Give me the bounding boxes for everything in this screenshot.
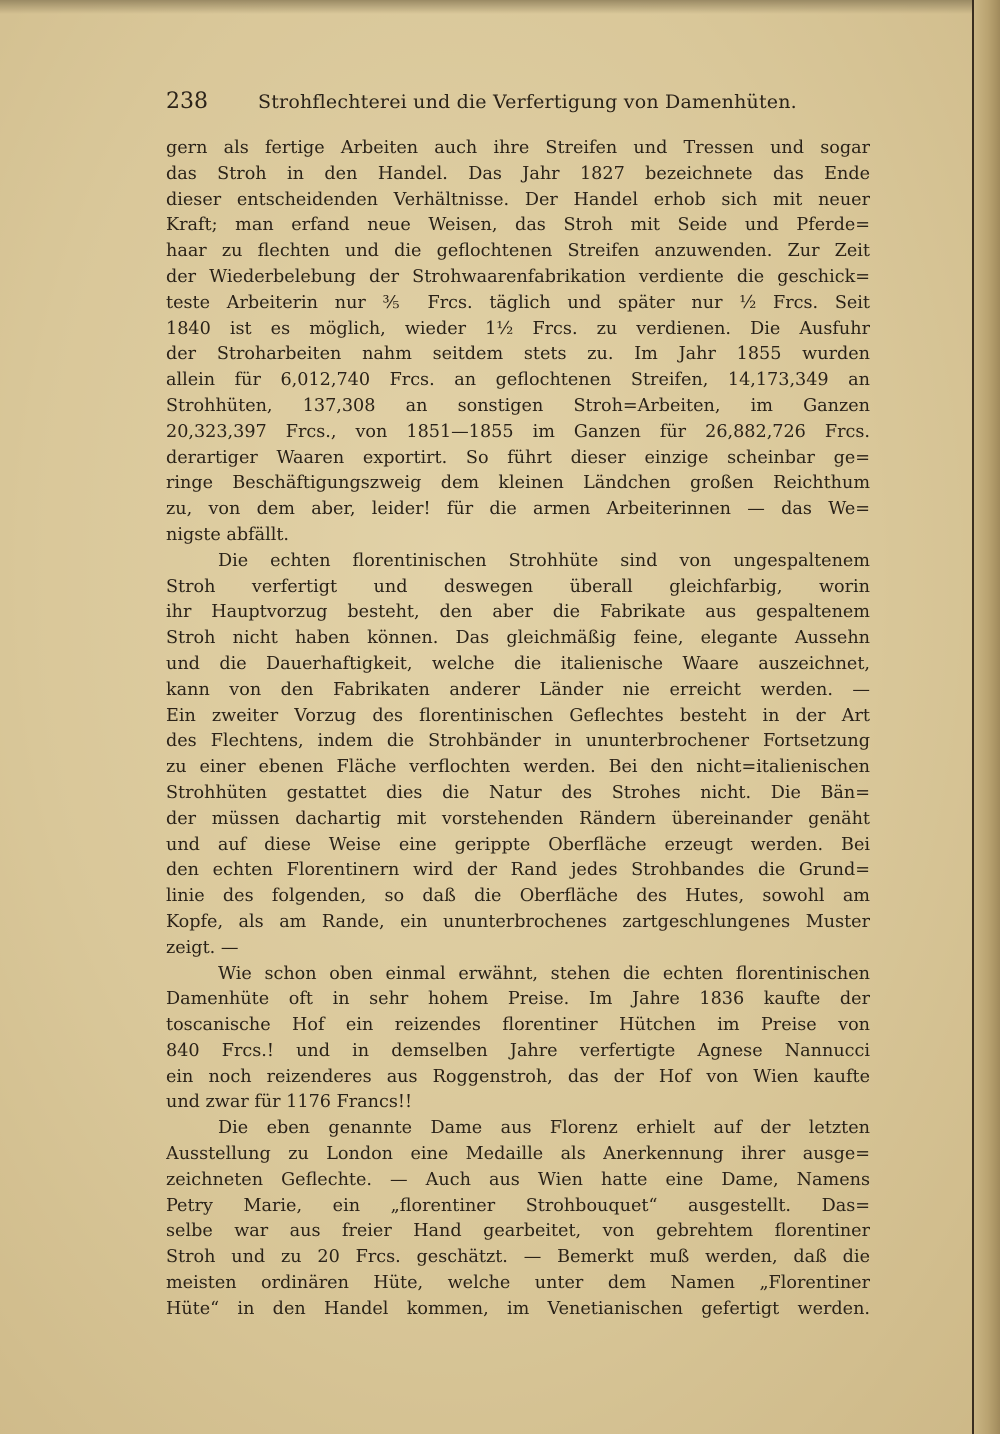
text-line: teste Arbeiterin nur ⅗ Frcs. täglich und später nur ½ Frcs. Seit xyxy=(166,292,870,313)
text-line: der müssen dachartig mit vorstehenden Rändern übereinander genäht xyxy=(166,808,870,829)
text-line: und die Dauerhaftigkeit, welche die italienische Waare auszeichnet, xyxy=(166,653,870,674)
text-line: dieser entscheidenden Verhältnisse. Der Handel erhob sich mit neuer xyxy=(166,189,870,210)
text-line: linie des folgenden, so daß die Oberfläche des Hutes, sowohl am xyxy=(166,886,870,907)
text-line: und auf diese Weise eine gerippte Oberfläche erzeugt werden. Bei xyxy=(166,834,870,855)
body-text xyxy=(166,136,870,1323)
text-line: Stroh verfertigt und deswegen überall gleichfarbig, worin xyxy=(166,576,870,597)
text-line: zeichneten Geflechte. — Auch aus Wien hatte eine Dame, Namens xyxy=(166,1169,870,1190)
text-line: Strohhüten, 137,308 an sonstigen Stroh=Arbeiten, im Ganzen xyxy=(166,395,870,416)
text-line: 840 Frcs.! und in demselben Jahre verfertigte Agnese Nannucci xyxy=(166,1040,870,1061)
running-title: Strohflechterei und die Verfertigung von Damenhüten. xyxy=(258,91,797,113)
text-line: das Stroh in den Handel. Das Jahr 1827 bezeichnete das Ende xyxy=(166,163,870,184)
text-line: 1840 ist es möglich, wieder 1½ Frcs. zu verdienen. Die Ausfuhr xyxy=(166,318,870,339)
text-line: ihr Hauptvorzug besteht, den aber die Fabrikate aus gespaltenem xyxy=(166,602,870,623)
text-line: selbe war aus freier Hand gearbeitet, von gebrehtem florentiner xyxy=(166,1221,870,1242)
text-line: Damenhüte oft in sehr hohem Preise. Im Jahre 1836 kaufte der xyxy=(166,989,870,1010)
page-edge-line xyxy=(972,0,974,1434)
text-line: kann von den Fabrikaten anderer Länder nie erreicht werden. — xyxy=(166,679,870,700)
text-line: meisten ordinären Hüte, welche unter dem Namen „Florentiner xyxy=(166,1273,870,1294)
text-line: zu, von dem aber, leider! für die armen Arbeiterinnen — das We= xyxy=(166,499,870,520)
text-line: ringe Beschäftigungszweig dem kleinen Ländchen großen Reichthum xyxy=(166,473,870,494)
text-line: 20,323,397 Frcs., von 1851—1855 im Ganzen für 26,882,726 Frcs. xyxy=(166,421,870,442)
text-line: Die echten florentinischen Strohhüte sind von ungespaltenem xyxy=(218,550,870,571)
text-line: Wie schon oben einmal erwähnt, stehen die echten florentinischen xyxy=(218,963,870,984)
text-line: allein für 6,012,740 Frcs. an geflochtenen Streifen, 14,173,349 an xyxy=(166,370,870,391)
text-line: Ausstellung zu London eine Medaille als Anerkennung ihrer ausge= xyxy=(166,1144,870,1165)
text-line: Die eben genannte Dame aus Florenz erhielt auf der letzten xyxy=(218,1118,870,1139)
text-line: derartiger Waaren exportirt. So führt dieser einzige scheinbar ge= xyxy=(166,447,870,468)
text-line: Ein zweiter Vorzug des florentinischen Geflechtes besteht in der Art xyxy=(166,705,870,726)
text-line: gern als fertige Arbeiten auch ihre Streifen und Tressen und sogar xyxy=(166,138,870,158)
text-line: Stroh nicht haben können. Das gleichmäßig feine, elegante Aussehn xyxy=(166,628,870,649)
text-line: toscanische Hof ein reizendes florentiner Hütchen im Preise von xyxy=(166,1015,870,1036)
page-top-shadow xyxy=(0,0,1000,14)
running-header xyxy=(166,84,870,120)
text-line: Kopfe, als am Rande, ein ununterbrochenes zartgeschlungenes Muster xyxy=(166,911,870,932)
text-line: und zwar für 1176 Francs!! xyxy=(166,1092,413,1113)
text-line: Strohhüten gestattet dies die Natur des Strohes nicht. Die Bän= xyxy=(166,782,870,803)
text-line: ein noch reizenderes aus Roggenstroh, das der Hof von Wien kaufte xyxy=(166,1066,870,1087)
text-line: Petry Marie, ein „florentiner Strohbouquet“ ausgestellt. Das= xyxy=(166,1195,870,1216)
text-line: der Wiederbelebung der Strohwaarenfabrikation verdiente die geschick= xyxy=(166,266,870,287)
page-gutter xyxy=(972,0,1000,1434)
text-line: der Stroharbeiten nahm seitdem stets zu. Im Jahr 1855 wurden xyxy=(166,344,870,365)
text-line: nigste abfällt. xyxy=(166,524,289,545)
text-line: haar zu flechten und die geflochtenen Streifen anzuwenden. Zur Zeit xyxy=(166,241,870,262)
text-line: Kraft; man erfand neue Weisen, das Stroh mit Seide und Pferde= xyxy=(166,215,870,236)
text-line: zu einer ebenen Fläche verflochten werden. Bei den nicht=italienischen xyxy=(166,757,870,778)
text-line: Hüte“ in den Handel kommen, im Venetianischen gefertigt werden. xyxy=(166,1298,870,1319)
text-line: zeigt. — xyxy=(166,937,239,958)
page-number: 238 xyxy=(166,89,208,114)
text-line: des Flechtens, indem die Strohbänder in ununterbrochener Fortsetzung xyxy=(166,731,870,752)
text-line: Stroh und zu 20 Frcs. geschätzt. — Bemerkt muß werden, daß die xyxy=(166,1247,870,1268)
text-line: den echten Florentinern wird der Rand jedes Strohbandes die Grund= xyxy=(166,860,870,881)
